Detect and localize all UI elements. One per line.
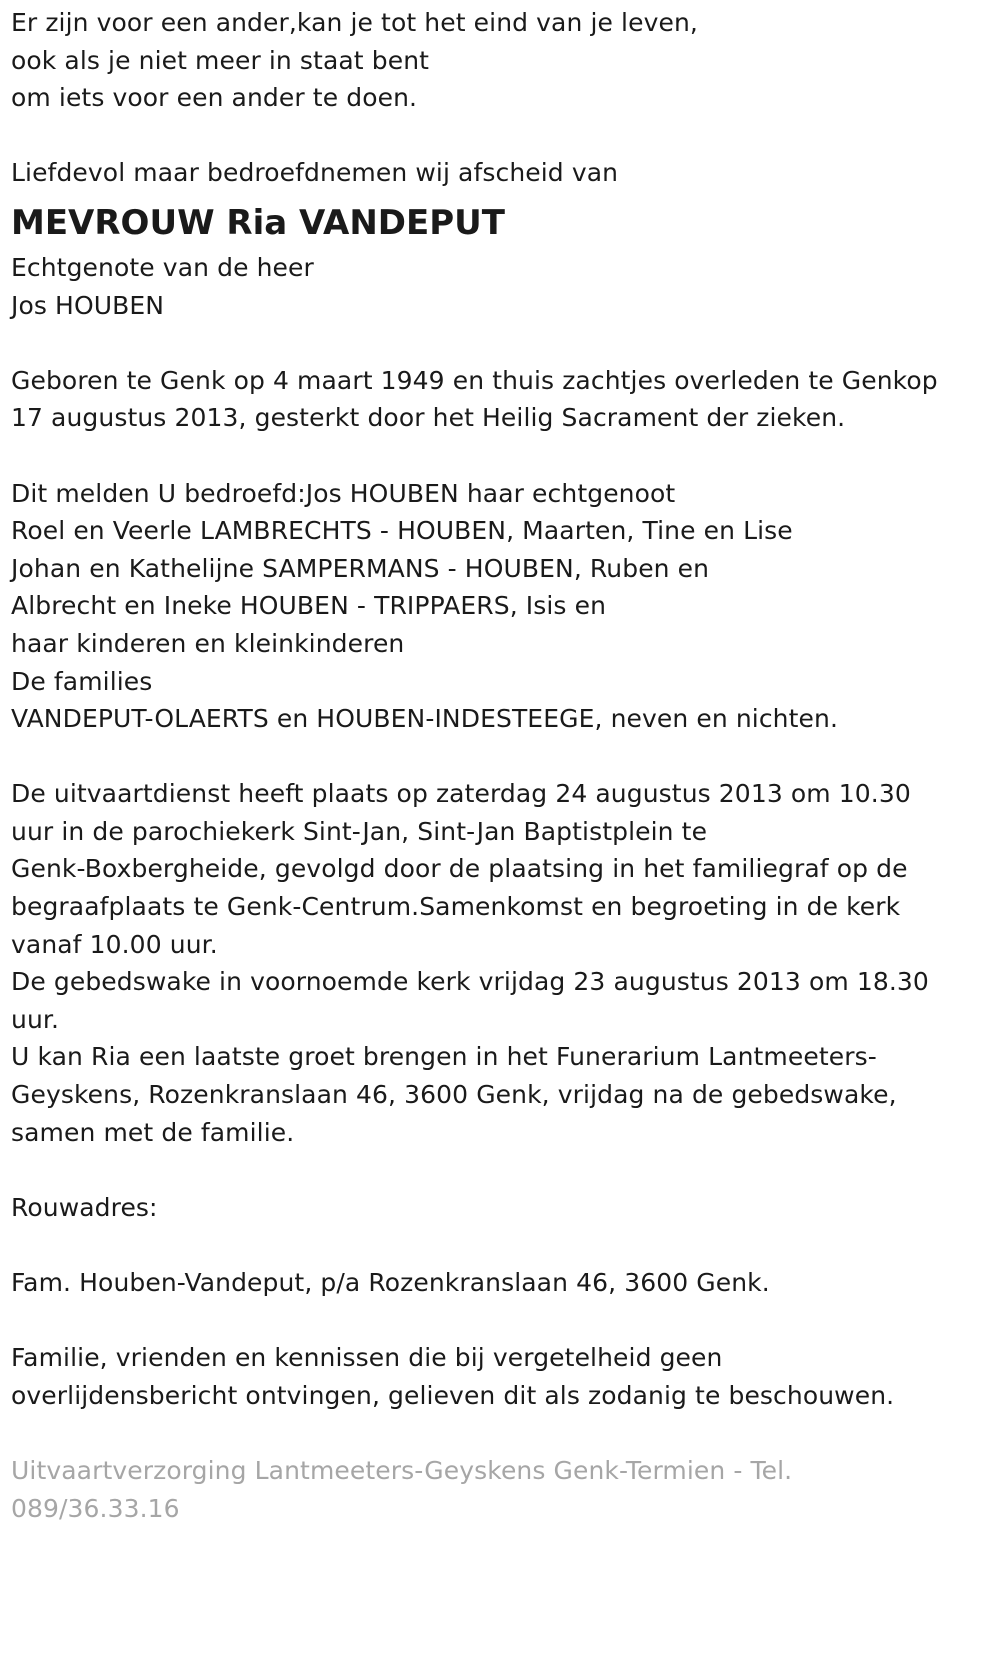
intro-text: Liefdevol maar bedroefdnemen wij afscheid van (11, 158, 619, 188)
footer-line: 089/36.33.16 (11, 1493, 180, 1523)
spacer (11, 437, 991, 475)
service-line: Geyskens, Rozenkranslaan 46, 3600 Genk, vrijdag na de gebedswake, (11, 1080, 897, 1110)
obituary-notice (11, 4, 991, 1527)
paragraph-line: Geboren te Genk op 4 maart 1949 en thuis zachtjes overleden te Genkop (11, 365, 938, 395)
family-line: Albrecht en Ineke HOUBEN - TRIPPAERS, Isis en (11, 591, 607, 621)
poem (11, 4, 991, 117)
family-line: Johan en Kathelijne SAMPERMANS - HOUBEN, Ruben en (11, 553, 710, 583)
poem-line: ook als je niet meer in staat bent (11, 45, 430, 75)
spacer (11, 1226, 991, 1264)
service-line: uur. (11, 1004, 60, 1034)
service-line: De gebedswake in voornoemde kerk vrijdag 23 augustus 2013 om 18.30 (11, 967, 929, 997)
poem-line: om iets voor een ander te doen. (11, 83, 418, 113)
family-line: Roel en Veerle LAMBRECHTS - HOUBEN, Maarten, Tine en Lise (11, 516, 793, 546)
family-line: haar kinderen en kleinkinderen (11, 628, 405, 658)
spacer (11, 324, 991, 362)
paragraph-line: 17 augustus 2013, gesterkt door het Heilig Sacrament der zieken. (11, 403, 846, 433)
family-list (11, 475, 991, 738)
mourning-address: Fam. Houben-Vandeput, p/a Rozenkranslaan 46, 3600 Genk. (11, 1268, 770, 1297)
service-line: uur in de parochiekerk Sint-Jan, Sint-Jan Baptistplein te (11, 816, 708, 846)
service-line: U kan Ria een laatste groet brengen in het Funerarium Lantmeeters- (11, 1042, 877, 1072)
service-line: Genk-Boxbergheide, gevolgd door de plaatsing in het familiegraf op de (11, 854, 908, 884)
service-line: begraafplaats te Genk-Centrum.Samenkomst en begroeting in de kerk (11, 892, 901, 922)
family-line: Dit melden U bedroefd:Jos HOUBEN haar echtgenoot (11, 478, 676, 508)
spacer (11, 738, 991, 776)
family-line: De families (11, 666, 153, 696)
service-line: vanaf 10.00 uur. (11, 929, 218, 959)
spouse-name: Jos HOUBEN (11, 290, 165, 320)
footer-line: Uitvaartverzorging Lantmeeters-Geyskens Genk-Termien - Tel. (11, 1455, 793, 1485)
birth-death-paragraph (11, 362, 991, 437)
notice-line: Familie, vrienden en kennissen die bij vergetelheid geen (11, 1343, 723, 1373)
poem-line: Er zijn voor een ander,kan je tot het eind van je leven, (11, 8, 698, 37)
spacer (11, 1414, 991, 1452)
spacer (11, 117, 991, 155)
funeral-home-footer (11, 1452, 991, 1527)
notice-line: overlijdensbericht ontvingen, gelieven dit als zodanig te beschouwen. (11, 1380, 895, 1410)
spacer (11, 1302, 991, 1340)
service-paragraph (11, 775, 991, 1151)
notice-paragraph (11, 1339, 991, 1414)
spacer (11, 1151, 991, 1189)
service-line: De uitvaartdienst heeft plaats op zaterdag 24 augustus 2013 om 10.30 (11, 779, 911, 809)
address-label: Rouwadres: (11, 1192, 158, 1222)
service-line: samen met de familie. (11, 1117, 295, 1147)
deceased-name: MEVROUW Ria VANDEPUT (11, 202, 505, 243)
spouse-line: Echtgenote van de heer (11, 252, 314, 282)
family-line: VANDEPUT-OLAERTS en HOUBEN-INDESTEEGE, neven en nichten. (11, 704, 838, 734)
